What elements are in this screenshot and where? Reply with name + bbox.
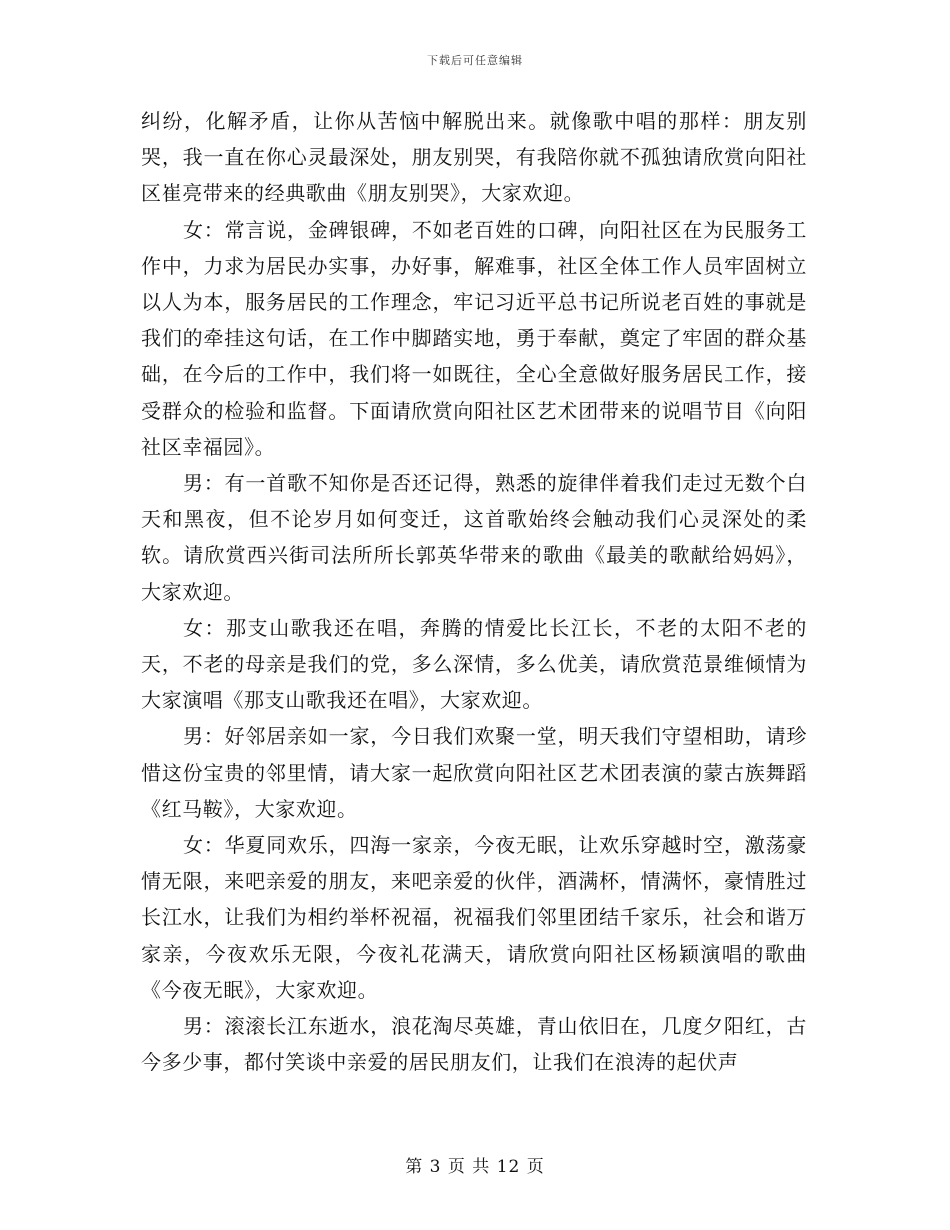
paragraph: 女：那支山歌我还在唱，奔腾的情爱比长江长，不老的太阳不老的天，不老的母亲是我们的党，多么深情，多么优美，请欣赏范景维倾情为大家演唱《那支山歌我还在唱》，大家欢迎。 [141,615,807,713]
paragraph: 纠纷，化解矛盾，让你从苦恼中解脱出来。就像歌中唱的那样：朋友别哭，我一直在你心灵最深处，朋友别哭，有我陪你就不孤独请欣赏向阳社区崔亮带来的经典歌曲《朋友别哭》，大家欢迎。 [141,109,807,206]
paragraph: 男：好邻居亲如一家，今日我们欢聚一堂，明天我们守望相助，请珍惜这份宝贵的邻里情，请大家一起欣赏向阳社区艺术团表演的蒙古族舞蹈《红马鞍》，大家欢迎。 [141,724,807,821]
page-header: 下载后可任意编辑 [427,54,523,67]
paragraph: 女：常言说，金碑银碑，不如老百姓的口碑，向阳社区在为民服务工作中，力求为居民办实事，办好事，解难事，社区全体工作人员牢固树立以人为本，服务居民的工作理念，牢记习近平总书记所说老百姓的事就是我们的牵挂这句话，在工作中脚踏实地，勇于奉献，奠定了牢固的群众基础，在今后的工作中，我们将一如既往，全心全意做好服务居民工作，接受群众的检验和监督。下面请欣赏向阳社区艺术团带来的说唱节目《向阳社区幸福园》。 [141,217,807,459]
page-number-footer: 第 3 页 共 12 页 [405,1157,545,1177]
document-body [141,103,807,1080]
paragraph: 女：华夏同欢乐，四海一家亲，今夜无眠，让欢乐穿越时空，激荡豪情无限，来吧亲爱的朋友，来吧亲爱的伙伴，酒满杯，情满怀，豪情胜过长江水，让我们为相约举杯祝福，祝福我们邻里团结千家乐，社会和谐万家亲，今夜欢乐无限，今夜礼花满天，请欣赏向阳社区杨颖演唱的歌曲《今夜无眠》，大家欢迎。 [141,833,807,1002]
paragraph: 男：有一首歌不知你是否还记得，熟悉的旋律伴着我们走过无数个白天和黑夜，但不论岁月如何变迁，这首歌始终会触动我们心灵深处的柔软。请欣赏西兴街司法所所长郭英华带来的歌曲《最美的歌献给妈妈》，大家欢迎。 [141,471,807,604]
paragraph: 男：滚滚长江东逝水，浪花淘尽英雄，青山依旧在，几度夕阳红，古今多少事，都付笑谈中亲爱的居民朋友们，让我们在浪涛的起伏声 [141,1014,807,1075]
